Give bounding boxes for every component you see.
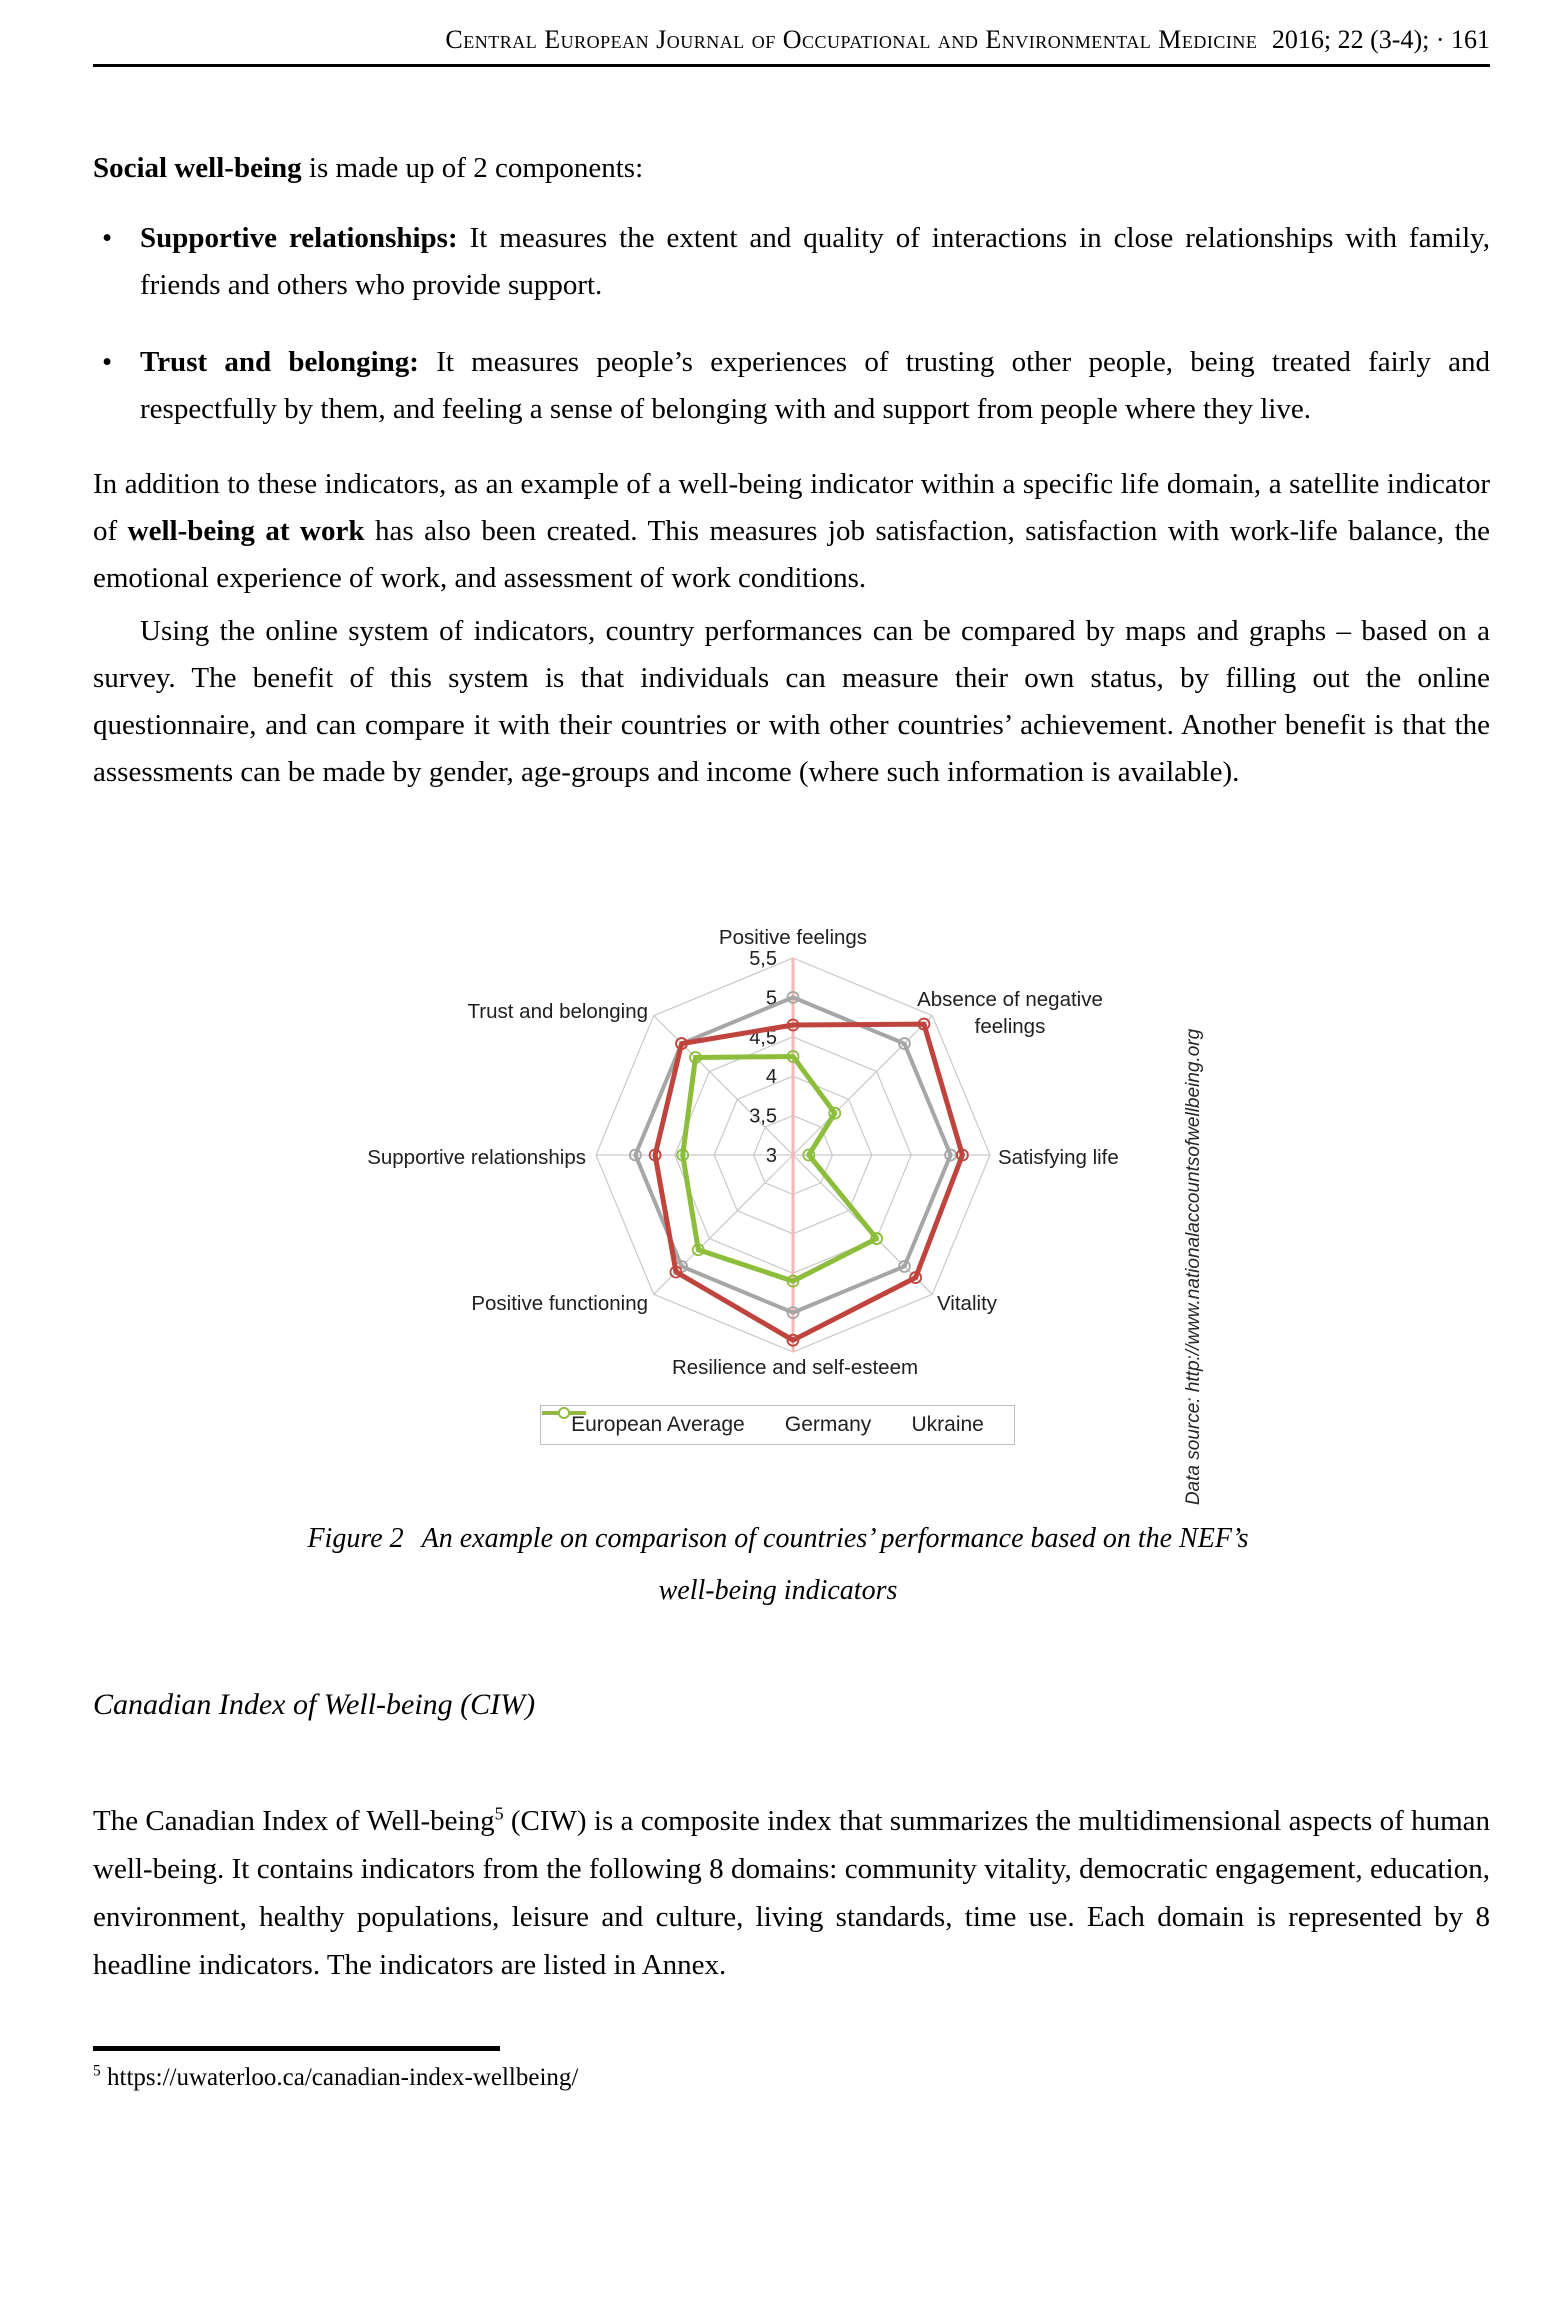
category-label: Positive functioning: [471, 1292, 648, 1315]
legend-label: Germany: [784, 1413, 872, 1436]
list-item-trust-and-belonging: [93, 339, 1490, 433]
figure-caption: [0, 1513, 1556, 1617]
footnote: [93, 2046, 1490, 2095]
intro-lead: Social well-being: [93, 152, 302, 184]
footnote-url: https://uwaterloo.ca/canadian-index-wellbeing/: [107, 2064, 579, 2091]
issue-info: 2016; 22 (3-4); · 161: [1271, 25, 1490, 54]
legend-label: European Average: [571, 1413, 745, 1436]
bullet-text: It measures people’s experiences of trusting other people, being treated fairly and respectfully by them, and feeling a sense of belonging with and support from people where they live.: [140, 346, 1491, 425]
legend-marker-icon: [541, 1406, 587, 1420]
data-source-note: Data source: http://www.nationalaccountsofwellbeing.org: [1183, 1028, 1204, 1506]
legend-item-ukraine: [912, 1413, 984, 1437]
bullet-icon: •: [102, 222, 113, 254]
tick-label: 4,5: [749, 1026, 777, 1049]
footnote-rule: [93, 2046, 500, 2051]
ciw-post: (CIW) is a composite index that summarizes the multidimensional aspects of human well-being. It contains indicators from the following 8 domains: community vitality, democratic engagement, education, environment, healthy populations, leisure and culture, living standards, time use. Each domain is represented by 8 headline indicators. The indicators are listed in Annex.: [93, 1805, 1490, 1981]
tick-label: 5: [765, 987, 777, 1010]
page-header: [93, 0, 1490, 67]
series-germany: [650, 1019, 968, 1346]
category-label: Supportive relationships: [367, 1146, 586, 1169]
figure-caption-line2: well-being indicators: [658, 1575, 898, 1606]
footnote-text: [93, 2061, 1490, 2095]
section-heading-ciw: Canadian Index of Well-being (CIW): [93, 1688, 536, 1721]
tick-label: 4: [765, 1066, 777, 1089]
category-label: Positive feelings: [718, 926, 868, 949]
bullet-lead: Supportive relationships:: [140, 222, 458, 254]
legend-item-germany: [785, 1413, 871, 1437]
figure-caption-line1: [0, 1513, 1556, 1565]
figure-label: Figure 2: [307, 1523, 404, 1554]
legend-item-european-average: [571, 1413, 745, 1437]
article-body: [93, 145, 1490, 796]
satellite-indicator-paragraph: [93, 461, 1490, 602]
ciw-pre: The Canadian Index of Well-being: [93, 1805, 495, 1837]
category-label: Resilience and self-esteem: [671, 1356, 919, 1379]
footnote-reference: 5: [494, 1803, 504, 1824]
list-item-supportive-relationships: [93, 215, 1490, 309]
journal-title: Central European Journal of Occupational and Environmental Medicine: [445, 25, 1258, 54]
category-label: Trust and belonging: [467, 1000, 648, 1023]
category-label: Absence of negative feelings: [917, 988, 1103, 1038]
tick-label: 5,5: [749, 948, 777, 970]
bullet-icon: •: [102, 346, 113, 378]
intro-paragraph: [93, 145, 1490, 192]
bullet-lead: Trust and belonging:: [140, 346, 419, 378]
satellite-pre: In addition to these indicators, as an example of a well-being indicator within a specific life domain, a satellite indicator of: [93, 468, 1490, 547]
category-label: Vitality: [937, 1292, 998, 1315]
components-list: [93, 215, 1490, 433]
legend-label: Ukraine: [911, 1413, 984, 1436]
caption-text-1: An example on comparison of countries’ performance based on the NEF’s: [421, 1523, 1249, 1554]
tick-label: 3: [765, 1145, 777, 1167]
satellite-bold: well-being at work: [127, 515, 365, 547]
satellite-post: has also been created. This measures job satisfaction, satisfaction with work-life balance, the emotional experience of work, and assessment of work conditions.: [93, 515, 1490, 594]
ciw-section: [93, 1797, 1490, 1989]
online-system-paragraph: Using the online system of indicators, country performances can be compared by maps and graphs – based on a survey. The benefit of this system is that individuals can measure their own status, by filling out the online questionnaire, and can compare it with their countries or with other countries’ achievement. Another benefit is that the assessments can be made by gender, age-groups and income (where such information is available).: [93, 615, 1490, 788]
bullet-text: It measures the extent and quality of interactions in close relationships with family, friends and others who provide support.: [140, 222, 1490, 301]
footnote-marker: 5: [93, 2062, 101, 2080]
figure-2-radar-chart: [340, 899, 1240, 1506]
ciw-paragraph: [93, 1797, 1490, 1989]
intro-rest: is made up of 2 components:: [301, 152, 644, 184]
tick-label: 3,5: [749, 1105, 777, 1128]
category-label: Satisfying life: [998, 1146, 1119, 1169]
chart-legend: [540, 1405, 1015, 1445]
